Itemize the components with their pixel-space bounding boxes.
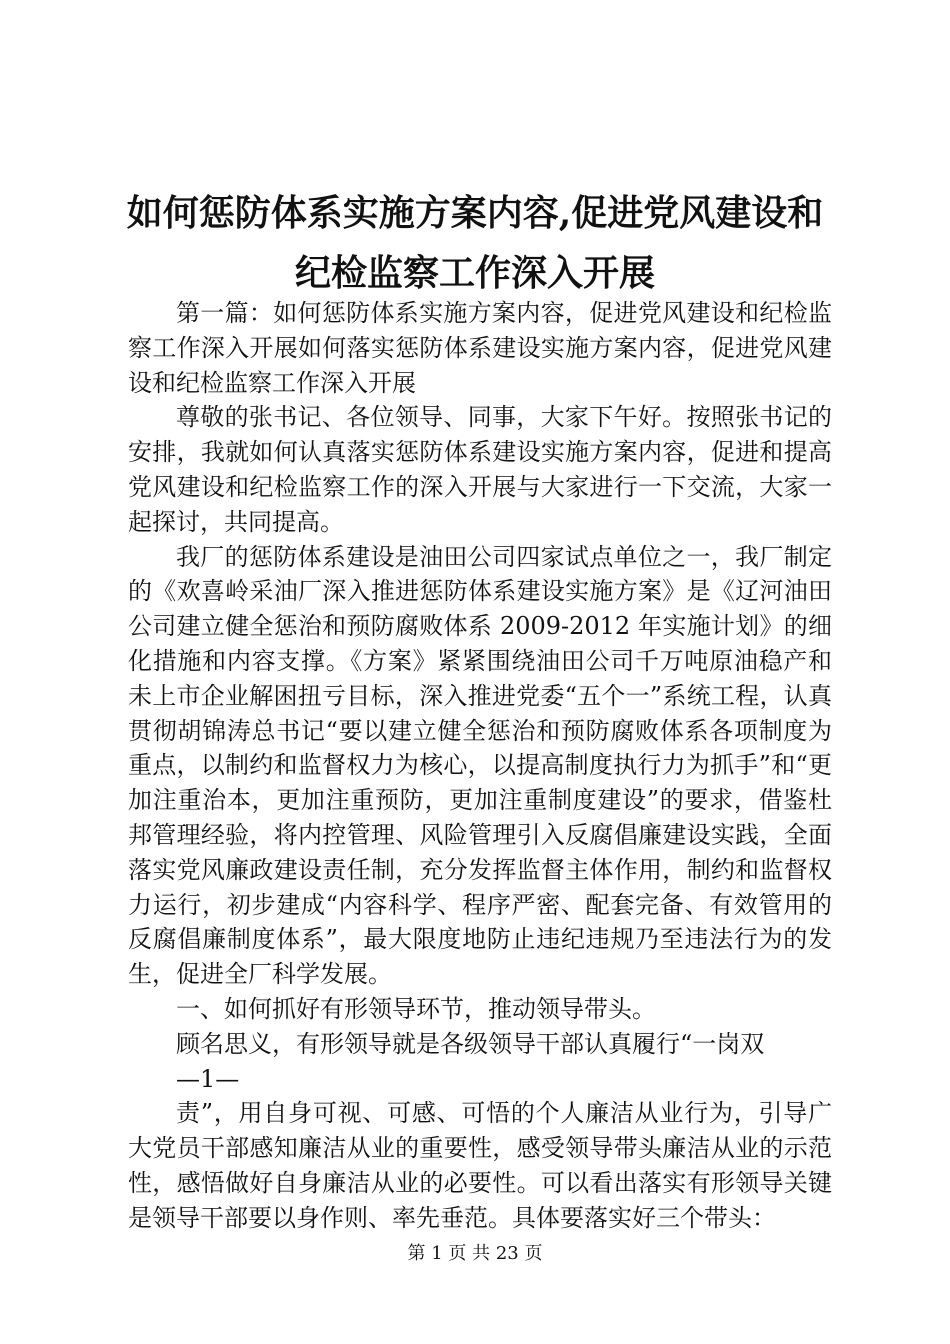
page-marker: —1— xyxy=(176,1064,240,1093)
document-title-line-1: 如何惩防体系实施方案内容,促进党风建设和 xyxy=(126,192,824,234)
document-body xyxy=(128,296,832,1236)
paragraph-continuation: 责”，用自身可视、可感、可悟的个人廉洁从业行为，引导广大党员干部感知廉洁从业的重要性，感受领导带头廉洁从业的示范性，感悟做好自身廉洁从业的必要性。可以看出落实有形领导关键是领导干部要以身作则、率先垂范。具体要落实好三个带头： xyxy=(128,1099,832,1232)
paragraph-1: 第一篇：如何惩防体系实施方案内容，促进党风建设和纪检监察工作深入开展如何落实惩防体系建设实施方案内容，促进党风建设和纪检监察工作深入开展 xyxy=(128,299,832,397)
page-footer: 第 1 页 共 23 页 xyxy=(407,1243,543,1264)
section-heading-1: 一、如何抓好有形领导环节，推动领导带头。 xyxy=(176,994,656,1023)
document-title-line-2: 纪检监察工作深入开展 xyxy=(294,252,655,294)
paragraph-2: 尊敬的张书记、各位领导、同事，大家下午好。按照张书记的安排，我就如何认真落实惩防体系建设实施方案内容，促进和提高党风建设和纪检监察工作的深入开展与大家进行一下交流，大家一起探讨，共同提高。 xyxy=(128,403,832,536)
paragraph-4: 顾名思义，有形领导就是各级领导干部认真履行“一岗双 xyxy=(176,1029,765,1058)
paragraph-3: 我厂的惩防体系建设是油田公司四家试点单位之一，我厂制定的《欢喜岭采油厂深入推进惩防体系建设实施方案》是《辽河油田公司建立健全惩治和预防腐败体系 2009-2012 年实施计划》的细化措施和内容支撑。《方案》紧紧围绕油田公司千万吨原油稳产和未上市企业解困扭亏目标，深入推进党委“五个一”系统工程，认真贯彻胡锦涛总书记“要以建立健全惩治和预防腐败体系各项制度为重点，以制约和监督权力为核心，以提高制度执行力为抓手”和“更加注重治本，更加注重预防，更加注重制度建设”的要求，借鉴杜邦管理经验，将内控管理、风险管理引入反腐倡廉建设实践，全面落实党风廉政建设责任制，充分发挥监督主体作用，制约和监督权力运行，初步建成“内容科学、程序严密、配套完备、有效管用的反腐倡廉制度体系”，最大限度地防止违纪违规乃至违法行为的发生，促进全厂科学发展。 xyxy=(128,542,832,989)
